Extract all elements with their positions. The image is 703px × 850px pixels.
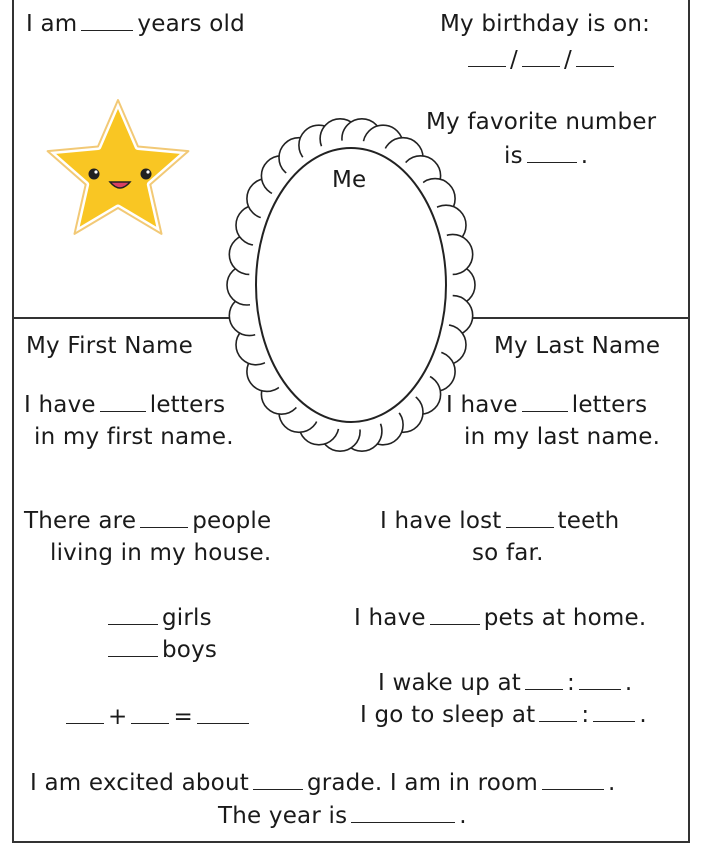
girls-blank[interactable] [108, 602, 158, 625]
sum-equation [62, 701, 253, 733]
household-suffix: people [192, 508, 272, 534]
pets-line [354, 602, 646, 634]
favorite-number-period: . [580, 143, 589, 169]
age-prefix: I am [26, 11, 78, 37]
sleep-colon: : [581, 702, 590, 728]
sleep-period: . [639, 702, 647, 728]
room-period: . [607, 770, 616, 796]
year-prefix: The year is [218, 803, 348, 829]
birthday-label: My birthday is on: [440, 11, 651, 37]
first-name-suffix: letters [149, 392, 226, 418]
sleep-prefix: I go to sleep at [360, 702, 536, 728]
year-line [218, 800, 467, 832]
wake-hour-blank[interactable] [525, 667, 563, 690]
favorite-number-label: My favorite number [426, 109, 657, 135]
girls-line [104, 602, 212, 634]
sum-addend-1-blank[interactable] [66, 701, 104, 724]
first-name-line2: in my first name. [34, 424, 234, 450]
room-blank[interactable] [542, 767, 604, 790]
grade-prefix: I am excited about [30, 770, 249, 796]
household-blank[interactable] [140, 505, 188, 528]
teeth-line [380, 505, 619, 537]
plus-sign: + [108, 704, 128, 730]
wake-line [378, 667, 632, 699]
first-name-letters-blank[interactable] [100, 389, 146, 412]
last-name-suffix: letters [571, 392, 648, 418]
birthday-separator: / [510, 47, 518, 73]
last-name-prefix: I have [446, 392, 518, 418]
wake-colon: : [566, 670, 575, 696]
sum-addend-2-blank[interactable] [131, 701, 169, 724]
pets-suffix: pets at home. [483, 605, 647, 631]
boys-blank[interactable] [108, 634, 158, 657]
first-name-letters-line [24, 389, 225, 421]
household-prefix: There are [24, 508, 137, 534]
last-name-letters-line [446, 389, 647, 421]
last-name-title: My Last Name [494, 333, 661, 359]
teeth-line2: so far. [472, 540, 544, 566]
household-line2: living in my house. [50, 540, 272, 566]
frame-label: Me [332, 167, 367, 193]
birthday-separator: / [563, 47, 572, 73]
household-line [24, 505, 271, 537]
last-name-line2: in my last name. [464, 424, 661, 450]
room-prefix: grade. I am in room [306, 770, 538, 796]
sum-total-blank[interactable] [197, 701, 249, 724]
teeth-prefix: I have lost [380, 508, 502, 534]
age-suffix: years old [137, 11, 245, 37]
boys-label: boys [162, 637, 218, 663]
teeth-blank[interactable] [506, 505, 554, 528]
wake-minute-blank[interactable] [579, 667, 621, 690]
wake-prefix: I wake up at [378, 670, 521, 696]
favorite-number-is: is [504, 143, 523, 169]
sleep-line [360, 699, 647, 731]
grade-line [30, 767, 615, 799]
last-name-letters-blank[interactable] [522, 389, 568, 412]
first-name-title: My First Name [26, 333, 193, 359]
wake-period: . [624, 670, 633, 696]
pets-prefix: I have [354, 605, 426, 631]
grade-blank[interactable] [253, 767, 303, 790]
equals-sign: = [173, 704, 193, 730]
year-period: . [459, 803, 467, 829]
teeth-suffix: teeth [557, 508, 620, 534]
pets-blank[interactable] [430, 602, 480, 625]
girls-label: girls [162, 605, 212, 631]
year-blank[interactable] [351, 800, 455, 823]
sleep-hour-blank[interactable] [539, 699, 577, 722]
first-name-prefix: I have [24, 392, 96, 418]
boys-line [104, 634, 217, 666]
sleep-minute-blank[interactable] [593, 699, 635, 722]
